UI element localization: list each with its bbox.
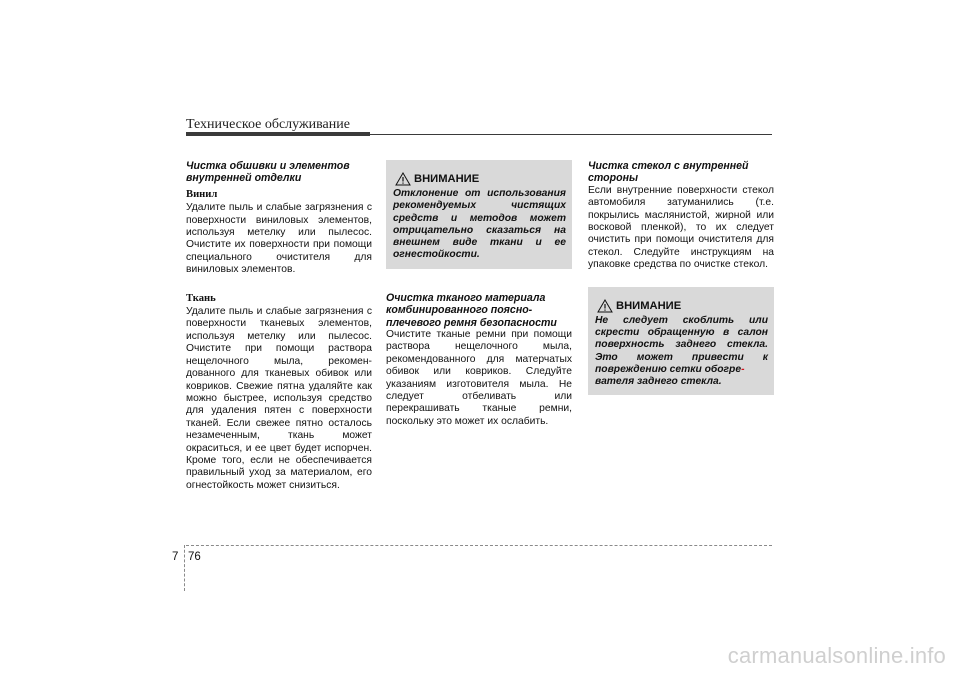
warning-box: [386, 160, 572, 269]
warning-text: Отклонение от использования рекомендуемых чистящих средств и методов может отрицательно сказаться на внешнем виде ткани и ее огнестойкости.: [393, 188, 566, 261]
chapter-number: 7: [172, 551, 179, 563]
heading-line: комбинированного поясно-: [386, 304, 533, 317]
page-header-title: Техническое обслуживание: [186, 117, 350, 132]
heading-line: Чистка стекол с внутренней: [588, 160, 749, 172]
glass-paragraph: Если внутренние поверхности стекол автомобиля затуманились (т.е. покрылись маслянистой, жирной или восковой пленкой), то их следует очистить при помощи очистителя для стекол. Следуйте инструкциям на упаковке средства по очистке стекол.: [588, 184, 774, 271]
heading-line: Чистка обшивки и элементов: [186, 160, 350, 172]
heading-line: плечевого ремня безопасности: [386, 316, 557, 329]
watermark-text: carmanualsonline.info: [727, 643, 946, 668]
warning-text: [595, 315, 768, 389]
column-1: [186, 160, 372, 492]
warning-title: ВНИМАНИЕ: [616, 299, 682, 312]
heading-line: стороны: [588, 172, 639, 185]
column-3: [588, 160, 774, 395]
section-heading-glass: [588, 160, 774, 185]
section-heading-belt: [386, 292, 572, 329]
footer-vertical-rule: [184, 545, 185, 591]
warning-box: [588, 287, 774, 396]
heading-line: Очистка тканого материала: [386, 291, 546, 304]
warning-triangle-icon: [395, 172, 411, 186]
warning-header: [393, 166, 566, 186]
footer-rule: [186, 545, 772, 546]
heading-line: внутренней отделки: [186, 172, 302, 185]
subheading-fabric: Ткань: [186, 292, 216, 304]
warning-text-tail: вателя заднего стекла.: [595, 376, 722, 388]
warning-header: [595, 293, 768, 313]
warning-text-main: Не следует скоблить или скрести обращенную в салон поверхность заднего стекла. Это может привести к повреждению сетки обогре: [595, 314, 768, 375]
belt-paragraph: Очистите тканые ремни при помощи раствора нещелочного мыла, рекомендованного для матерчатых обивок или ковриков. Следуйте указаниям изготовителя мыла. Не следует отбеливать или перекрашивать тканые ремни, поскольку это может их ослабить.: [386, 329, 572, 427]
header-rule: [370, 134, 772, 135]
warning-triangle-icon: [597, 299, 613, 313]
vinyl-paragraph: Удалите пыль и слабые загрязнения с поверхности виниловых элементов, используя метелку или пылесос. Очистите их поверхности при помощи специального очистителя для виниловых элементов.: [186, 202, 372, 276]
subheading-vinyl: Винил: [186, 188, 218, 200]
fabric-paragraph: Удалите пыль и слабые загрязнения с поверхности тканевых элементов, используя метелку или пылесос. Очистите при помощи раствора нещелочного мыла, рекомен-дованного для тканевых обивок или ковриков. Свежие пятна удаляйте как можно быстрее, используя средство для удаления пятен с поверхности тканей. Если свежее пятно осталось незамеченным, ткань может окраситься, и ее цвет будет испорчен. Кроме того, если не обеспечивается правильный уход за материалом, его огнестойкость может снизиться.: [186, 306, 372, 491]
section-heading-interior: [186, 160, 372, 185]
column-2: [386, 160, 572, 428]
page-number: 76: [188, 551, 201, 563]
warning-red-hyphen: -: [741, 363, 745, 375]
header-bar: [186, 132, 370, 136]
warning-title: ВНИМАНИЕ: [414, 173, 480, 185]
